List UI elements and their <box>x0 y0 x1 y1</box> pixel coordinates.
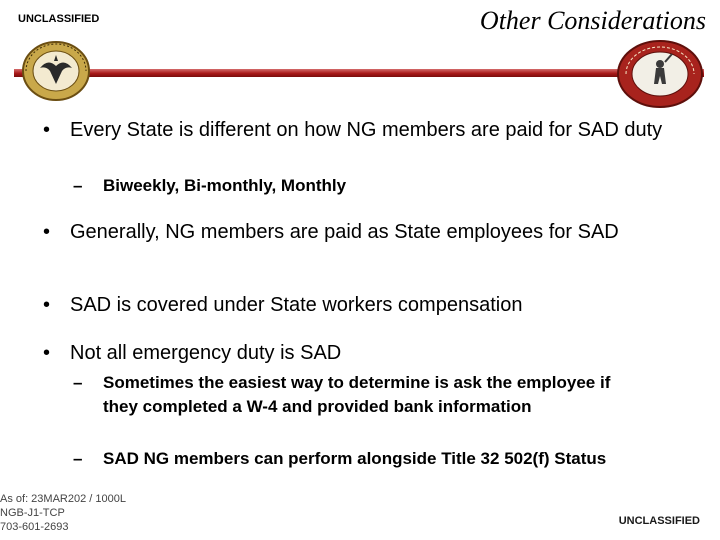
national-guard-seal-icon <box>612 38 708 110</box>
bullet-text: Every State is different on how NG members are paid for SAD duty <box>70 119 663 141</box>
footer-info <box>0 492 126 534</box>
sub-bullet-item <box>73 174 643 198</box>
sub-bullet-item <box>73 447 643 471</box>
bullet-item <box>43 116 690 144</box>
sub-bullet-text: Sometimes the easiest way to determine is ask the employee if they completed a W-4 and provided bank information <box>103 373 611 416</box>
classification-banner-bottom: UNCLASSIFIED <box>618 515 700 527</box>
bullet-item <box>43 218 690 246</box>
classification-banner-top: UNCLASSIFIED <box>18 13 100 25</box>
bullet-marker: • <box>43 342 51 364</box>
dod-ngb-seal-icon <box>16 40 96 102</box>
as-of-date: As of: 23MAR202 / 1000L <box>0 493 126 505</box>
sub-bullet-marker: – <box>73 449 83 468</box>
sub-bullet-marker: – <box>73 373 83 392</box>
slide-title: Other Considerations <box>479 6 706 35</box>
bullet-item <box>43 291 690 319</box>
bullet-marker: • <box>43 294 51 316</box>
bullet-marker: • <box>43 221 51 243</box>
phone-number: 703-601-2693 <box>0 521 69 533</box>
sub-bullet-text: SAD NG members can perform alongside Title 32 502(f) Status <box>103 449 607 468</box>
office-code: NGB-J1-TCP <box>0 507 65 519</box>
bullet-item <box>43 339 690 367</box>
bullet-text: SAD is covered under State workers compensation <box>70 294 523 316</box>
bullet-text: Not all emergency duty is SAD <box>70 342 342 364</box>
bullet-marker: • <box>43 119 51 141</box>
title-accent-bar <box>14 69 704 77</box>
sub-bullet-marker: – <box>73 176 83 195</box>
sub-bullet-text: Biweekly, Bi-monthly, Monthly <box>103 176 347 195</box>
sub-bullet-item <box>73 371 643 419</box>
bullet-text: Generally, NG members are paid as State employees for SAD <box>70 221 619 243</box>
